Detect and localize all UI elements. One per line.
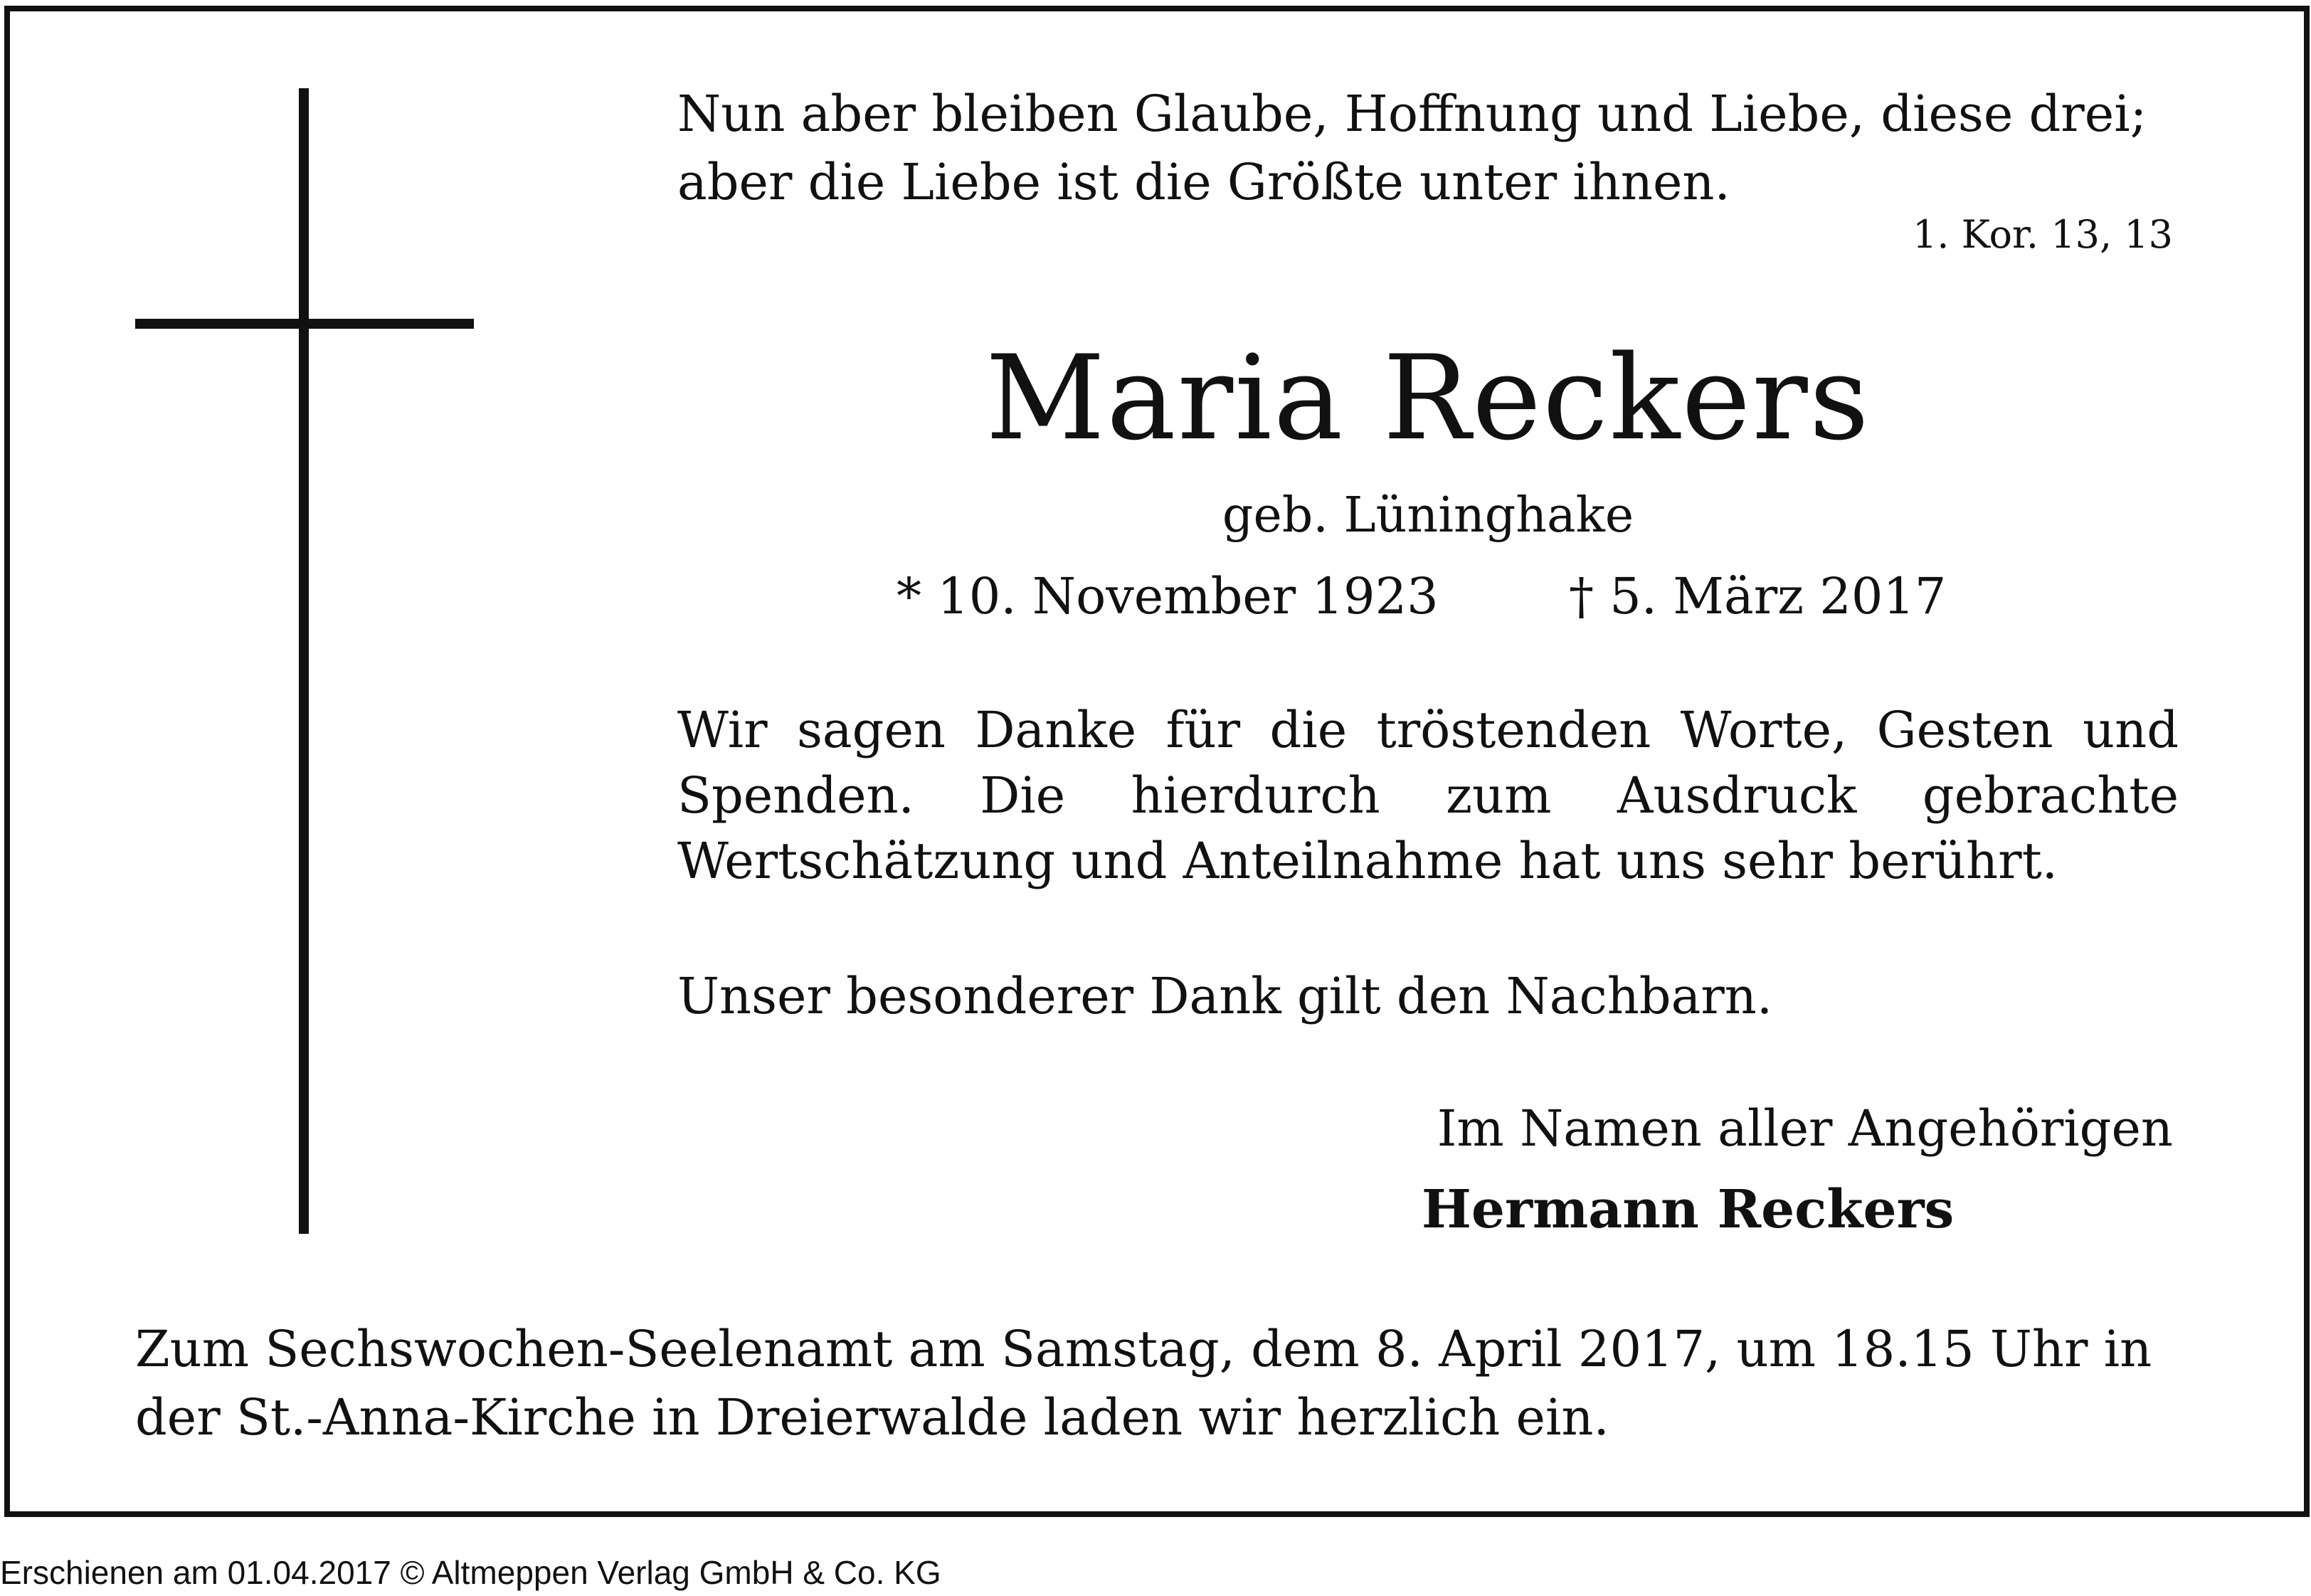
thanks-line-1: Wir sagen Danke für die tröstenden Worte, Gesten und xyxy=(677,701,2179,759)
maiden-name: geb. Lüninghake xyxy=(1222,487,1634,544)
special-thanks: Unser besonderer Dank gilt den Nachbarn. xyxy=(677,967,1773,1025)
service-line-1: Zum Sechswochen-Seelenamt am Samstag, dem 8. April 2017, um 18.15 Uhr in xyxy=(135,1320,2152,1378)
service-line-2: der St.-Anna-Kirche in Dreierwalde laden wir herzlich ein. xyxy=(135,1388,1609,1447)
signature-name: Hermann Reckers xyxy=(1422,1179,1955,1240)
thanks-paragraph xyxy=(677,697,2179,894)
thanks-line-3: Wertschätzung und Anteilnahme hat uns sehr berührt. xyxy=(677,832,2058,890)
publication-footer: Erschienen am 01.04.2017 © Altmeppen Verlag GmbH & Co. KG xyxy=(0,1554,941,1591)
service-announcement xyxy=(135,1315,2179,1452)
birth-date: * 10. November 1923 xyxy=(897,567,1439,625)
verse-line-2: aber die Liebe ist die Größte unter ihnen. xyxy=(677,153,1730,211)
cross-icon xyxy=(299,88,309,1234)
death-date: † 5. März 2017 xyxy=(1569,567,1947,625)
bible-verse xyxy=(677,80,2179,216)
thanks-line-2: Spenden. Die hierdurch zum Ausdruck gebrachte xyxy=(677,766,2179,825)
verse-reference: 1. Kor. 13, 13 xyxy=(1912,212,2173,257)
deceased-name: Maria Reckers xyxy=(985,330,1871,466)
verse-line-1: Nun aber bleiben Glaube, Hoffnung und Liebe, diese drei; xyxy=(677,85,2147,143)
signature-intro: Im Namen aller Angehörigen xyxy=(1437,1099,2173,1158)
cross-icon-bar xyxy=(135,319,474,329)
